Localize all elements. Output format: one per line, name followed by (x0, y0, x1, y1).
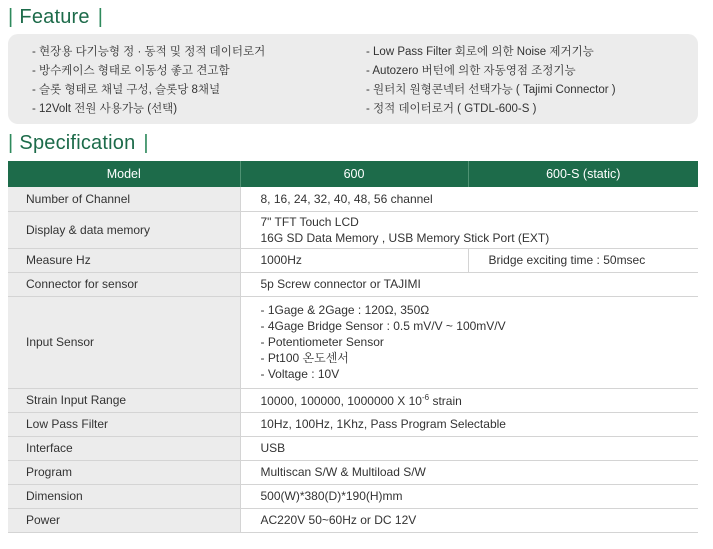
spec-heading (8, 132, 149, 155)
value-line: - Voltage : 10V (260, 367, 340, 381)
row-label: Power (8, 508, 240, 532)
row-label: Display & data memory (8, 211, 240, 248)
feature-item: - 원터치 원형콘넥터 선택가능 ( Tajimi Connector ) (366, 84, 616, 96)
row-value: 500(W)*380(D)*190(H)mm (240, 484, 698, 508)
value-line: - 1Gage & 2Gage : 120Ω, 350Ω (260, 303, 430, 317)
feature-heading (8, 6, 103, 29)
value-line: - Pt100 온도센서 (260, 351, 349, 365)
strain-unit: strain (429, 393, 462, 408)
header-600s: 600-S (static) (468, 161, 698, 187)
value-line: 16G SD Data Memory , USB Memory Stick Port (EXT) (260, 230, 550, 245)
table-row (8, 296, 698, 388)
feature-item: - Autozero 버턴에 의한 자동영점 조정기능 (366, 65, 576, 77)
table-row (8, 508, 698, 532)
feature-item: - 정적 데이터로거 ( GTDL-600-S ) (366, 103, 537, 115)
row-value (240, 388, 698, 412)
row-value-static: Bridge exciting time : 50msec (468, 248, 698, 272)
feature-item: - 12Volt 전원 사용가능 (선택) (32, 103, 178, 115)
spec-table (8, 161, 698, 533)
row-label: Input Sensor (8, 296, 240, 388)
table-row (8, 412, 698, 436)
row-value (240, 296, 698, 388)
row-value: USB (240, 436, 698, 460)
row-value: Multiscan S/W & Multiload S/W (240, 460, 698, 484)
row-value (240, 211, 698, 248)
strain-value: 10000, 100000, 1000000 X 10 (260, 393, 422, 408)
heading-bar-right: | (97, 6, 104, 28)
feature-list-left (32, 43, 265, 119)
spec-title: Specification (19, 132, 136, 154)
feature-item: - 현장용 다기능형 정 · 동적 및 정적 데이터로거 (32, 46, 266, 58)
feature-list-right (366, 43, 616, 119)
row-value: 5p Screw connector or TAJIMI (240, 272, 698, 296)
table-row (8, 272, 698, 296)
row-label: Low Pass Filter (8, 412, 240, 436)
value-line: 7" TFT Touch LCD (260, 214, 359, 229)
value-line: - 4Gage Bridge Sensor : 0.5 mV/V ~ 100mV/V (260, 319, 506, 333)
row-label: Program (8, 460, 240, 484)
row-label: Number of Channel (8, 187, 240, 211)
row-value: 1000Hz (240, 248, 468, 272)
feature-title: Feature (19, 6, 90, 28)
strain-exponent: -6 (421, 392, 430, 402)
header-model: Model (8, 161, 240, 187)
row-value: 10Hz, 100Hz, 1Khz, Pass Program Selectable (240, 412, 698, 436)
header-600: 600 (240, 161, 468, 187)
heading-bar-left: | (8, 6, 14, 28)
feature-item: - Low Pass Filter 회로에 의한 Noise 제거기능 (366, 46, 594, 58)
row-value: AC220V 50~60Hz or DC 12V (240, 508, 698, 532)
table-row (8, 484, 698, 508)
row-label: Measure Hz (8, 248, 240, 272)
table-row (8, 187, 698, 211)
feature-box (8, 34, 698, 124)
row-value: 8, 16, 24, 32, 40, 48, 56 channel (240, 187, 698, 211)
table-row (8, 460, 698, 484)
row-label: Interface (8, 436, 240, 460)
row-label: Dimension (8, 484, 240, 508)
table-row (8, 211, 698, 248)
row-label: Connector for sensor (8, 272, 240, 296)
feature-item: - 슬롯 형태로 채널 구성, 슬롯당 8채널 (32, 84, 221, 96)
heading-bar-right: | (143, 132, 149, 154)
heading-bar-left: | (8, 132, 14, 154)
table-row (8, 436, 698, 460)
spec-header-row (8, 161, 698, 187)
table-row (8, 388, 698, 412)
feature-item: - 방수케이스 형태로 이동성 좋고 견고함 (32, 65, 230, 77)
table-row (8, 248, 698, 272)
row-label: Strain Input Range (8, 388, 240, 412)
value-line: - Potentiometer Sensor (260, 335, 384, 349)
